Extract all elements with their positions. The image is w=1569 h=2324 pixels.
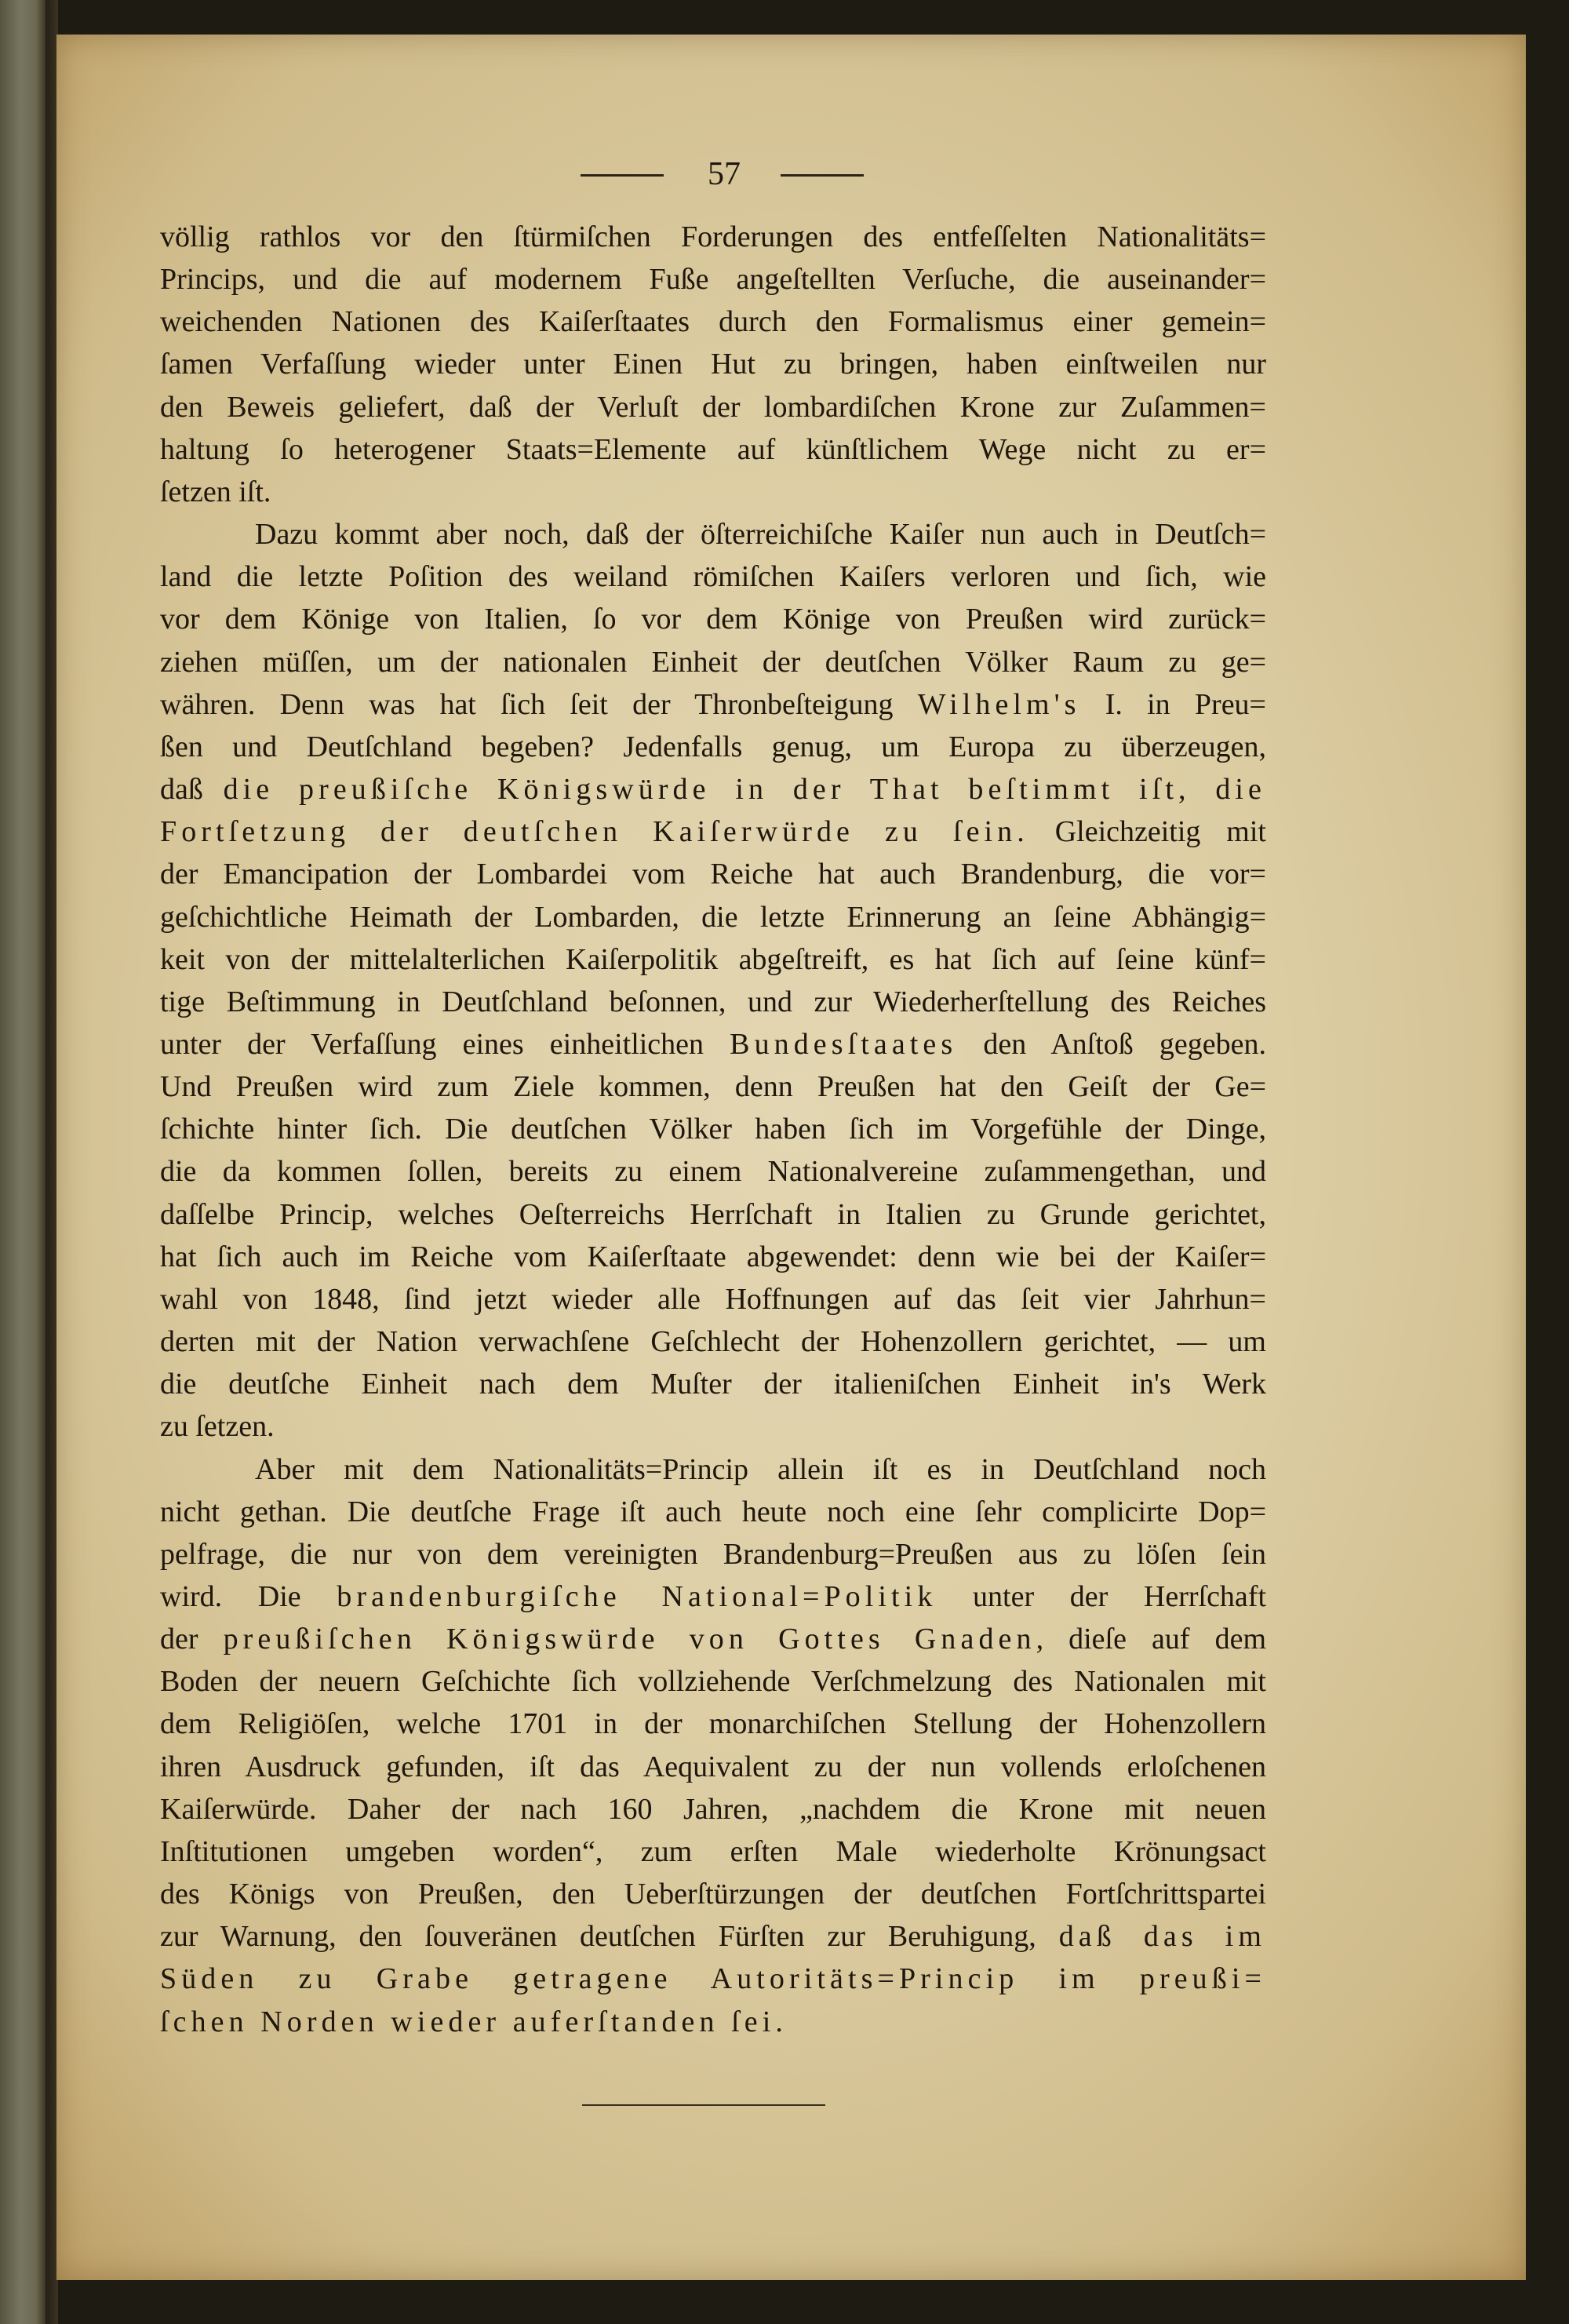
text-run: zur Warnung, den ſouveränen deutſchen Fürſten zur Beruhigung, xyxy=(160,1920,1059,1954)
text-line: daſſelbe Princip, welches Oeſterreichs Herrſchaft in Italien zu Grunde gerichtet, xyxy=(160,1197,1266,1231)
text-line: wahl von 1848, ſind jetzt wieder alle Hoffnungen auf das ſeit vier Jahrhun= xyxy=(160,1282,1266,1316)
text-run: Gleichzeitig mit xyxy=(1028,815,1266,849)
text-line: ſamen Verfaſſung wieder unter Einen Hut zu bringen, haben einſtweilen nur xyxy=(160,348,1266,381)
text-line: Und Preußen wird zum Ziele kommen, denn Preußen hat den Geiſt der Ge= xyxy=(160,1070,1266,1104)
text-line: Inſtitutionen umgeben worden“, zum erſten Male wiederholte Krönungsact xyxy=(160,1834,1266,1868)
text-line: Kaiſerwürde. Daher der nach 160 Jahren, „nachdem die Krone mit neuen xyxy=(160,1792,1266,1826)
text-line: die da kommen ſollen, bereits zu einem Nationalvereine zuſammengethan, und xyxy=(160,1155,1266,1189)
text-line: haltung ſo heterogener Staats=Elemente auf künſtlichem Wege nicht zu er= xyxy=(160,432,1266,466)
text-line: tige Beſtimmung in Deutſchland beſonnen, und zur Wiederherſtellung des Reiches xyxy=(160,985,1266,1018)
text-line xyxy=(160,768,1266,810)
text-line xyxy=(160,810,1266,853)
text-line: ziehen müſſen, um der nationalen Einheit der deutſchen Völker Raum zu ge= xyxy=(160,645,1266,679)
text-line: ſchichte hinter ſich. Die deutſchen Völker haben ſich im Vorgefühle der Dinge, xyxy=(160,1113,1266,1146)
text-line xyxy=(160,683,1266,726)
closing-rule xyxy=(582,2104,825,2106)
text-run: der xyxy=(160,1623,224,1656)
text-line: ßen und Deutſchland begeben? Jedenfalls genug, um Europa zu überzeugen, xyxy=(160,730,1266,763)
text-line: die deutſche Einheit nach dem Muſter der italieniſchen Einheit in's Werk xyxy=(160,1368,1266,1401)
text-line: nicht gethan. Die deutſche Frage iſt auch heute noch eine ſehr complicirte Dop= xyxy=(160,1495,1266,1528)
spaced-text-line: Süden zu Grabe getragene Autoritäts=Princip im preußi= xyxy=(160,1962,1266,1996)
text-line xyxy=(160,1023,1266,1065)
text-run: den Anſtoß gegeben. xyxy=(957,1027,1266,1061)
text-line: Dazu kommt aber noch, daß der öſterreichiſche Kaiſer nun auch in Deutſch= xyxy=(255,518,1266,552)
text-line: hat ſich auch im Reiche vom Kaiſerſtaate abgewendet: denn wie bei der Kaiſer= xyxy=(160,1240,1266,1273)
spaced-text-run: preußiſchen Königswürde von Gottes Gnaden xyxy=(223,1623,1036,1656)
text-run: , dieſe auf dem xyxy=(1036,1623,1266,1656)
text-line xyxy=(160,1575,1266,1618)
spaced-text-run: brandenburgiſche National=Politik xyxy=(337,1580,937,1613)
header-rule-left xyxy=(581,174,664,177)
header-rule-right xyxy=(781,174,864,177)
text-line xyxy=(160,1915,1266,1958)
body-text xyxy=(160,216,1266,2043)
text-line: dem Religiöſen, welche 1701 in der monarchiſchen Stellung der Hohenzollern xyxy=(160,1707,1266,1741)
text-line: vor dem Könige von Italien, ſo vor dem Könige von Preußen wird zurück= xyxy=(160,603,1266,636)
spaced-text-line: ſchen Norden wieder auferſtanden ſei. xyxy=(160,2005,788,2038)
spaced-text-run: Fortſetzung der deutſchen Kaiſerwürde zu ſein. xyxy=(160,815,1029,849)
spaced-text-run: Wilhelm's xyxy=(917,687,1081,721)
text-run: unter der Verfaſſung eines einheitlichen xyxy=(160,1027,730,1061)
text-run: daß xyxy=(160,773,224,807)
adjacent-page-edge xyxy=(0,0,46,2324)
text-line: ihren Ausdruck gefunden, iſt das Aequivalent zu der nun vollends erloſchenen xyxy=(160,1750,1266,1783)
text-line: ſetzen iſt. xyxy=(160,475,271,508)
spaced-text-run: daß das im xyxy=(1058,1920,1266,1954)
text-line: keit von der mittelalterlichen Kaiſerpolitik abgeſtreift, es hat ſich auf ſeine künf= xyxy=(160,942,1266,976)
text-run: unter der Herrſchaft xyxy=(937,1580,1267,1613)
text-line: land die letzte Poſition des weiland römiſchen Kaiſers verloren und ſich, wie xyxy=(160,560,1266,594)
text-line: Princips, und die auf modernem Fuße angeſtellten Verſuche, die auseinander= xyxy=(160,263,1266,297)
text-run: I. in Preu= xyxy=(1080,687,1266,721)
text-run: währen. Denn was hat ſich ſeit der Thronbeſteigung xyxy=(160,687,918,721)
text-line: Aber mit dem Nationalitäts=Princip allein iſt es in Deutſchland noch xyxy=(255,1452,1266,1486)
text-line: derten mit der Nation verwachſene Geſchlecht der Hohenzollern gerichtet, — um xyxy=(160,1325,1266,1359)
spaced-text-run: Bundesſtaates xyxy=(730,1027,958,1061)
text-line: den Beweis geliefert, daß der Verluſt der lombardiſchen Krone zur Zuſammen= xyxy=(160,390,1266,424)
text-line: zu ſetzen. xyxy=(160,1410,275,1444)
text-line: weichenden Nationen des Kaiſerſtaates durch den Formalismus einer gemein= xyxy=(160,305,1266,339)
spaced-text-run: die preußiſche Königswürde in der That beſtimmt iſt, die xyxy=(223,773,1266,807)
text-line: Boden der neuern Geſchichte ſich vollziehende Verſchmelzung des Nationalen mit xyxy=(160,1665,1266,1699)
page-number: 57 xyxy=(708,156,741,192)
text-line: völlig rathlos vor den ſtürmiſchen Forderungen des entfeſſelten Nationalitäts= xyxy=(160,220,1266,253)
text-line: geſchichtliche Heimath der Lombarden, die letzte Erinnerung an ſeine Abhängig= xyxy=(160,900,1266,934)
text-line: der Emancipation der Lombardei vom Reiche hat auch Brandenburg, die vor= xyxy=(160,858,1266,891)
text-line: des Königs von Preußen, den Ueberſtürzungen der deutſchen Fortſchrittspartei xyxy=(160,1878,1266,1911)
text-run: wird. Die xyxy=(160,1580,337,1613)
text-line: pelfrage, die nur von dem vereinigten Brandenburg=Preußen aus zu löſen ſein xyxy=(160,1537,1266,1571)
text-line xyxy=(160,1618,1266,1660)
